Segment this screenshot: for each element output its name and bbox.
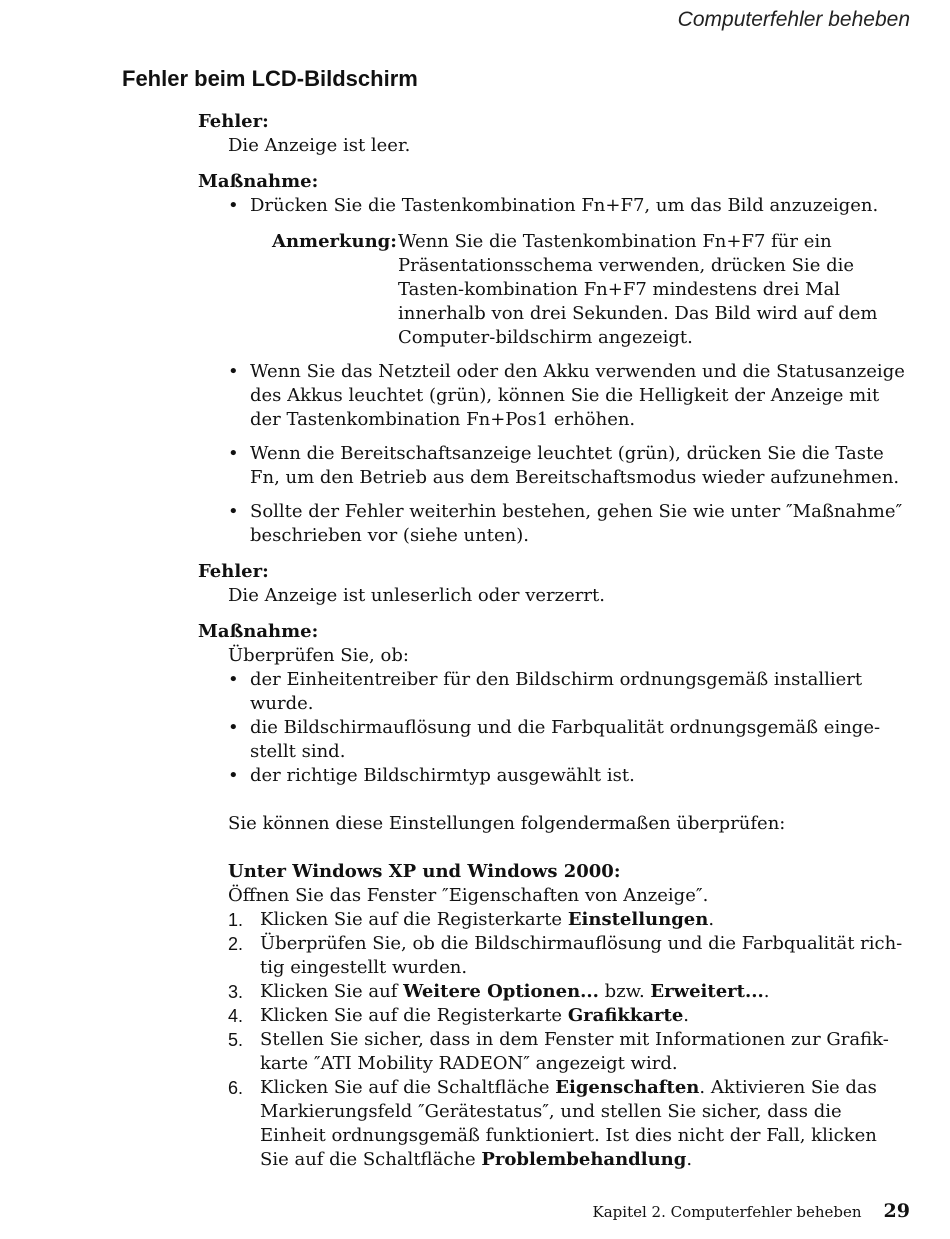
list-item: • die Bildschirmauflösung und die Farbqualität ordnungsgemäß einge-stellt sind. xyxy=(228,716,910,764)
problem-label: Fehler: xyxy=(198,561,269,582)
page-content xyxy=(198,110,910,1184)
page-footer xyxy=(593,1200,910,1222)
note xyxy=(272,230,910,350)
check-list xyxy=(198,668,910,788)
page-number: 29 xyxy=(883,1200,910,1222)
action-label: Maßnahme: xyxy=(198,171,319,192)
list-item: • Drücken Sie die Tastenkombination Fn+F7, um das Bild anzuzeigen. Anmerkung: Wenn Sie die Tastenkombination Fn+F7 für ein Präsentationsschema verwenden, drücken Sie die Tasten-kombination Fn+F7 mindestens drei Mal innerhalb von drei Sekunden. Das Bild wird auf dem Computer-bildschirm angezeigt. xyxy=(228,194,910,350)
problem-1 xyxy=(198,110,910,158)
list-item: • der richtige Bildschirmtyp ausgewählt ist. xyxy=(228,764,910,788)
step-item: 1. Klicken Sie auf die Registerkarte Einstellungen. xyxy=(228,909,715,930)
step-item: 2. Überprüfen Sie, ob die Bildschirmauflösung und die Farbqualität rich-tig eingestellt wurden. xyxy=(228,933,903,978)
note-label: Anmerkung: xyxy=(272,231,397,252)
check-intro: Überprüfen Sie, ob: xyxy=(228,645,409,666)
step-item: 3. Klicken Sie auf Weitere Optionen... bzw. Erweitert.... xyxy=(228,981,770,1002)
step-item: 5. Stellen Sie sicher, dass in dem Fenster mit Informationen zur Grafik-karte ″ATI Mobility RADEON″ angezeigt wird. xyxy=(228,1029,889,1074)
list-item: • Wenn Sie das Netzteil oder den Akku verwenden und die Statusanzeige des Akkus leuchtet (grün), können Sie die Helligkeit der Anzeige mit der Tastenkombination Fn+Pos1 erhöhen. xyxy=(228,360,910,432)
open-window-text: Öffnen Sie das Fenster ″Eigenschaften von Anzeige″. xyxy=(228,885,709,906)
list-item: • der Einheitentreiber für den Bildschirm ordnungsgemäß installiert wurde. xyxy=(228,668,910,716)
problem-2 xyxy=(198,560,910,608)
step-item: 6. Klicken Sie auf die Schaltfläche Eigenschaften. Aktivieren Sie das Markierungsfeld ″Gerätestatus″, und stellen Sie sicher, dass die Einheit ordnungsgemäß funktioniert. Ist dies nicht der Fall, klicken Sie auf die Schaltfläche Problembehandlung. xyxy=(228,1077,877,1170)
note-text: Wenn Sie die Tastenkombination Fn+F7 für ein Präsentationsschema verwenden, drücken Sie die Tasten-kombination Fn+F7 mindestens drei Mal innerhalb von drei Sekunden. Das Bild wird auf dem Computer-bildschirm angezeigt. xyxy=(398,231,878,348)
check-text: Sie können diese Einstellungen folgendermaßen überprüfen: xyxy=(228,813,786,834)
action-label: Maßnahme: xyxy=(198,621,319,642)
list-item: • Wenn die Bereitschaftsanzeige leuchtet (grün), drücken Sie die Taste Fn, um den Betrieb aus dem Bereitschaftsmodus wieder aufzunehmen. xyxy=(228,442,910,490)
step-item: 4. Klicken Sie auf die Registerkarte Grafikkarte. xyxy=(228,1005,690,1026)
list-item: • Sollte der Fehler weiterhin bestehen, gehen Sie wie unter ″Maßnahme″ beschrieben vor (siehe unten). xyxy=(228,500,910,548)
action-list-continued xyxy=(198,360,910,548)
action-2 xyxy=(198,620,910,1172)
running-head: Computerfehler beheben xyxy=(677,8,910,31)
footer-chapter: Kapitel 2. Computerfehler beheben xyxy=(592,1203,862,1221)
problem-text: Die Anzeige ist leer. xyxy=(228,135,411,156)
action-1 xyxy=(198,170,910,548)
problem-label: Fehler: xyxy=(198,111,269,132)
section-title: Fehler beim LCD-Bildschirm xyxy=(122,66,418,91)
os-heading: Unter Windows XP und Windows 2000: xyxy=(228,861,621,882)
action-list xyxy=(198,194,910,350)
problem-text: Die Anzeige ist unleserlich oder verzerrt. xyxy=(228,585,605,606)
steps-list xyxy=(198,908,910,1172)
